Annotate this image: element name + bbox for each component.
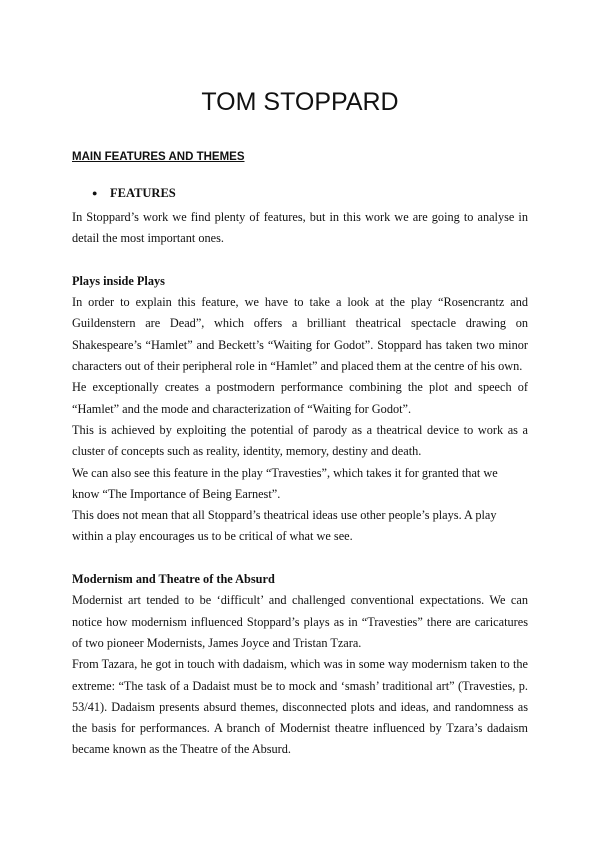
- document-title: TOM STOPPARD: [201, 88, 399, 116]
- paragraph: This does not mean that all Stoppard’s theatrical ideas use other people’s plays. A play within a play encourages us to be critical of what we see.: [72, 508, 497, 544]
- features-heading-label: FEATURES: [110, 186, 176, 200]
- document-body: [72, 207, 528, 761]
- section-heading-plays-inside-plays: Plays inside Plays: [72, 273, 165, 288]
- paragraph: We can also see this feature in the play “Travesties”, which takes it for granted that we know “The Importance of Being Earnest”.: [72, 465, 498, 501]
- paragraph: Modernist art tended to be ‘difficult’ and challenged conventional expectations. We can notice how modernism influenced Stoppard’s plays as in “Travesties” there are caricatures of two pioneer Modernists, James Joyce and Tristan Tzara.: [72, 593, 528, 650]
- main-heading: MAIN FEATURES AND THEMES: [72, 151, 245, 163]
- paragraph: He exceptionally creates a postmodern performance combining the plot and speech of “Hamlet” and the mode and characterization of “Waiting for Godot”.: [72, 380, 528, 416]
- paragraph: In order to explain this feature, we have to take a look at the play “Rosencrantz and Guildenstern are Dead”, which offers a brilliant theatrical spectacle drawing on Shakespeare’s “Hamlet” and Beckett’s “Waiting for Godot”. Stoppard has taken two minor characters out of their peripheral role in “Hamlet” and placed them at the centre of his own.: [72, 295, 528, 374]
- bullet-icon: ●: [92, 188, 98, 198]
- paragraph: From Tazara, he got in touch with dadaism, which was in some way modernism taken to the extreme: “The task of a Dadaist must be to mock and ‘smash’ traditional art” (Travesties, p. 53/41). Dadaism presents absurd themes, disconnected plots and ideas, and randomness as the basis for performances. A branch of Modernist theatre influenced by Tzara’s dadaism became known as the Theatre of the Absurd.: [72, 657, 528, 757]
- features-heading: [92, 186, 176, 201]
- section-heading-modernism: Modernism and Theatre of the Absurd: [72, 572, 275, 587]
- paragraph: This is achieved by exploiting the potential of parody as a theatrical device to work as a cluster of concepts such as reality, identity, memory, destiny and death.: [72, 422, 528, 459]
- intro-paragraph: In Stoppard’s work we find plenty of features, but in this work we are going to analyse in detail the most important ones.: [72, 210, 528, 246]
